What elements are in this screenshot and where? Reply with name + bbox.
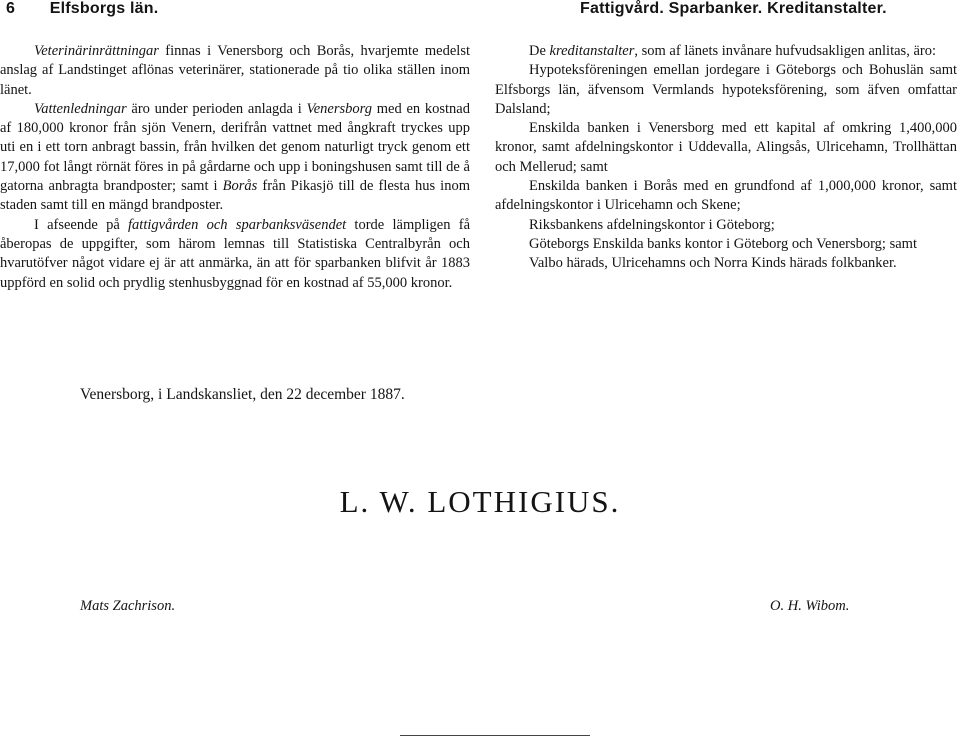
paragraph-waterworks bbox=[0, 100, 470, 216]
right-column bbox=[495, 42, 957, 274]
paragraph-text: torde lämpligen få åberopas de uppgifter, som härom lemnas till Statistiska Centralbyrån och hvarutöfver något vidare ej är att anmärka, än att för sparbanken blifvit år 1883 uppförd en solid och prydlig stenhusbyggnad för en kostnad af 55,000 kronor. bbox=[0, 216, 471, 291]
paragraph-poor-relief bbox=[0, 216, 470, 293]
page-header-left bbox=[6, 0, 158, 18]
paragraph-credit-intro bbox=[495, 42, 957, 61]
left-column bbox=[0, 42, 470, 293]
paragraph-goteborg-bank: Göteborgs Enskilda banks kontor i Göteborg och Venersborg; samt bbox=[529, 235, 917, 252]
bottom-rule bbox=[400, 735, 590, 736]
paragraph-veterinary bbox=[0, 42, 470, 100]
co-signer-left: Mats Zachrison. bbox=[80, 598, 176, 614]
place-boras: Borås bbox=[222, 178, 258, 195]
paragraph-text: I afseende på bbox=[34, 216, 129, 233]
paragraph-text: äro under perioden anlagda i bbox=[126, 100, 307, 117]
paragraph-text: från Pikasjö till de flesta hus inom staden samt till en mängd brandposter. bbox=[0, 178, 470, 214]
paragraph-bank-boras: Enskilda banken i Borås med en grundfond af 1,000,000 kronor, samt afdelningskontor i Ulricehamn och Skene; bbox=[495, 178, 957, 214]
term-credit-institutions: kreditanstalter bbox=[549, 43, 635, 59]
place-venersborg: Venersborg bbox=[306, 100, 372, 117]
term-poor-relief: fattigvården och sparbanksväsendet bbox=[128, 216, 347, 233]
page-number: 6 bbox=[6, 0, 16, 17]
paragraph-text: finnas i Venersborg och Borås, hvarjemte medelst anslag af Landstinget aflönas veterinärer, stationerade på tio olika ställen inom länet. bbox=[0, 43, 470, 98]
paragraph-hypotek: Hypoteksföreningen emellan jordegare i Göteborgs och Bohuslän samt Elfsborgs län, äfvensom Vermlands hypoteksförening, som äfven omfattar Dalsland; bbox=[495, 62, 957, 117]
co-signer-right: O. H. Wibom. bbox=[770, 598, 850, 614]
section-title-left: Elfsborgs län. bbox=[49, 0, 159, 17]
term-veterinary: Veterinärinrättningar bbox=[34, 43, 159, 59]
paragraph-text: med en kostnad af 180,000 kronor från sjön Venern, derifrån vattnet med ångkraft tryckes upp uti en i ett torn anbragt bassin, från hvilken det genom naturligt tryck genom ett 17,000 fot långt rörnät föres in på gårdarne och upp i boningshusen samt till de å gatorna anbragta brandposter; samt i bbox=[0, 100, 470, 195]
dateline: Venersborg, i Landskansliet, den 22 december 1887. bbox=[80, 386, 405, 403]
paragraph-bank-venersborg: Enskilda banken i Venersborg med ett kapital af omkring 1,400,000 kronor, samt afdelningskontor i Uddevalla, Alingsås, Ulricehamn, Trollhättan och Mellerud; samt bbox=[495, 120, 957, 175]
paragraph-riksbank: Riksbankens afdelningskontor i Göteborg; bbox=[529, 216, 775, 233]
term-waterworks: Vattenledningar bbox=[34, 100, 127, 117]
paragraph-folk-banks: Valbo härads, Ulricehamns och Norra Kinds härads folkbanker. bbox=[529, 255, 897, 272]
governor-signature: L. W. LOTHIGIUS. bbox=[339, 484, 621, 519]
paragraph-text: De bbox=[529, 43, 550, 59]
section-title-right: Fattigvård. Sparbanker. Kreditanstalter. bbox=[580, 0, 887, 17]
paragraph-text: , som af länets invånare hufvudsakligen anlitas, äro: bbox=[634, 43, 936, 59]
